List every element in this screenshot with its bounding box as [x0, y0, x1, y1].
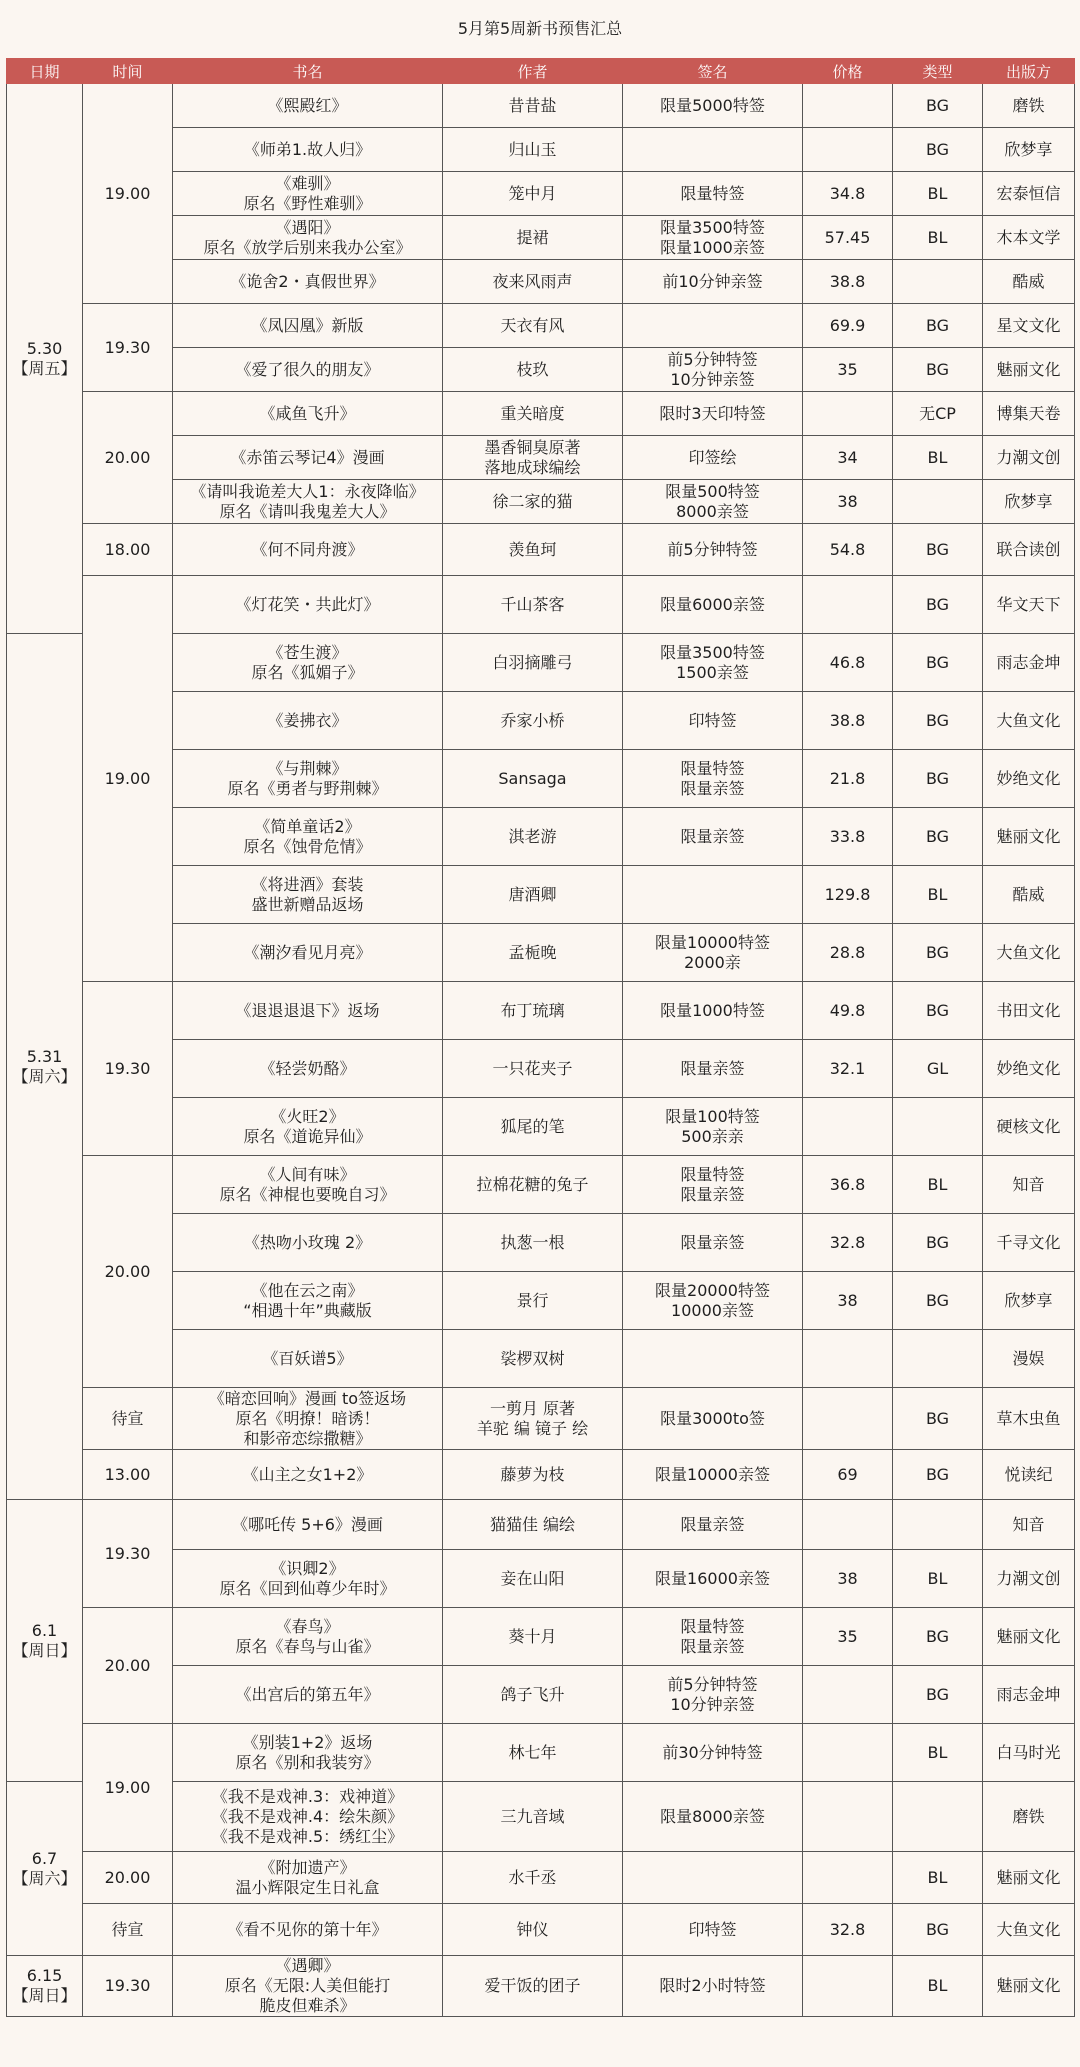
price-cell: 28.8 [803, 924, 893, 982]
price-cell [803, 1956, 893, 2017]
sign-cell: 前5分钟特签 10分钟亲签 [623, 1666, 803, 1724]
price-cell: 38 [803, 1550, 893, 1608]
price-cell: 46.8 [803, 634, 893, 692]
book-cell: 《出宫后的第五年》 [173, 1666, 443, 1724]
type-cell: BG [893, 1388, 983, 1450]
author-cell: 乔家小桥 [443, 692, 623, 750]
author-cell: 白羽摘雕弓 [443, 634, 623, 692]
sign-cell: 限量6000亲签 [623, 576, 803, 634]
publisher-cell: 知音 [983, 1500, 1075, 1550]
header-row [7, 59, 1075, 84]
time-cell: 19.00 [83, 576, 173, 982]
book-cell: 《遇卿》 原名《无限:人美但能打 脆皮但难杀》 [173, 1956, 443, 2017]
price-cell: 35 [803, 348, 893, 392]
publisher-cell: 书田文化 [983, 982, 1075, 1040]
type-cell: BG [893, 348, 983, 392]
price-cell [803, 1852, 893, 1904]
sign-cell: 限量3500特签 限量1000亲签 [623, 216, 803, 260]
book-cell: 《退退退退下》返场 [173, 982, 443, 1040]
author-cell: 妾在山阳 [443, 1550, 623, 1608]
sign-cell: 限量亲签 [623, 1214, 803, 1272]
presale-table [6, 58, 1075, 2017]
book-cell: 《火旺2》 原名《道诡异仙》 [173, 1098, 443, 1156]
book-cell: 《哪吒传 5+6》漫画 [173, 1500, 443, 1550]
type-cell: GL [893, 1040, 983, 1098]
book-cell: 《将进酒》套装 盛世新赠品返场 [173, 866, 443, 924]
sign-cell: 限量8000亲签 [623, 1782, 803, 1852]
book-cell: 《识卿2》 原名《回到仙尊少年时》 [173, 1550, 443, 1608]
book-cell: 《我不是戏神.3：戏神道》 《我不是戏神.4：绘朱颜》 《我不是戏神.5：绣红尘》 [173, 1782, 443, 1852]
book-cell: 《山主之女1+2》 [173, 1450, 443, 1500]
book-cell: 《人间有味》 原名《神棍也要晚自习》 [173, 1156, 443, 1214]
table-row [7, 1956, 1075, 2017]
author-cell: 一剪月 原著 羊驼 编 镜子 绘 [443, 1388, 623, 1450]
author-cell: 林七年 [443, 1724, 623, 1782]
type-cell: BG [893, 982, 983, 1040]
price-cell: 34.8 [803, 172, 893, 216]
author-cell: 天衣有风 [443, 304, 623, 348]
publisher-cell: 妙绝文化 [983, 1040, 1075, 1098]
type-cell: BG [893, 1214, 983, 1272]
author-cell: 钟仪 [443, 1904, 623, 1956]
sign-cell: 限量5000特签 [623, 84, 803, 128]
book-cell: 《附加遗产》 温小辉限定生日礼盒 [173, 1852, 443, 1904]
publisher-cell: 硬核文化 [983, 1098, 1075, 1156]
author-cell: 拉棉花糖的兔子 [443, 1156, 623, 1214]
sign-cell: 限量3000to签 [623, 1388, 803, 1450]
author-cell: 重关暗度 [443, 392, 623, 436]
author-cell: 孟栀晚 [443, 924, 623, 982]
type-cell: BG [893, 1272, 983, 1330]
book-cell: 《灯花笑・共此灯》 [173, 576, 443, 634]
sign-cell [623, 1330, 803, 1388]
table-row [7, 304, 1075, 348]
price-cell [803, 1782, 893, 1852]
book-cell: 《何不同舟渡》 [173, 524, 443, 576]
publisher-cell: 魅丽文化 [983, 808, 1075, 866]
table-row [7, 982, 1075, 1040]
publisher-cell: 雨志金坤 [983, 1666, 1075, 1724]
publisher-cell: 酷威 [983, 260, 1075, 304]
sign-cell: 限时3天印特签 [623, 392, 803, 436]
price-cell: 38 [803, 480, 893, 524]
header-book: 书名 [173, 59, 443, 84]
book-cell: 《难驯》 原名《野性难驯》 [173, 172, 443, 216]
sign-cell: 限时2小时特签 [623, 1956, 803, 2017]
book-cell: 《与荆棘》 原名《勇者与野荆棘》 [173, 750, 443, 808]
table-row [7, 1724, 1075, 1782]
sign-cell: 限量亲签 [623, 808, 803, 866]
type-cell: BG [893, 634, 983, 692]
publisher-cell: 魅丽文化 [983, 1852, 1075, 1904]
publisher-cell: 木本文学 [983, 216, 1075, 260]
author-cell: 夜来风雨声 [443, 260, 623, 304]
type-cell: BG [893, 692, 983, 750]
date-cell: 6.1 【周日】 [7, 1500, 83, 1782]
author-cell: 千山茶客 [443, 576, 623, 634]
type-cell: BG [893, 576, 983, 634]
type-cell: BG [893, 1608, 983, 1666]
type-cell: BL [893, 1550, 983, 1608]
publisher-cell: 星文文化 [983, 304, 1075, 348]
price-cell [803, 1724, 893, 1782]
price-cell: 49.8 [803, 982, 893, 1040]
publisher-cell: 欣梦享 [983, 1272, 1075, 1330]
header-sign: 签名 [623, 59, 803, 84]
price-cell: 35 [803, 1608, 893, 1666]
publisher-cell: 力潮文创 [983, 436, 1075, 480]
publisher-cell: 磨铁 [983, 1782, 1075, 1852]
table-row [7, 1156, 1075, 1214]
publisher-cell: 知音 [983, 1156, 1075, 1214]
time-cell: 20.00 [83, 1852, 173, 1904]
price-cell: 32.8 [803, 1214, 893, 1272]
book-cell: 《诡舍2・真假世界》 [173, 260, 443, 304]
header-time: 时间 [83, 59, 173, 84]
sign-cell [623, 1852, 803, 1904]
publisher-cell: 魅丽文化 [983, 1608, 1075, 1666]
header-price: 价格 [803, 59, 893, 84]
book-cell: 《潮汐看见月亮》 [173, 924, 443, 982]
author-cell: 淇老游 [443, 808, 623, 866]
date-cell: 6.7 【周六】 [7, 1782, 83, 1956]
publisher-cell: 力潮文创 [983, 1550, 1075, 1608]
price-cell [803, 84, 893, 128]
type-cell [893, 480, 983, 524]
publisher-cell: 华文天下 [983, 576, 1075, 634]
publisher-cell: 博集天卷 [983, 392, 1075, 436]
price-cell: 32.1 [803, 1040, 893, 1098]
price-cell: 34 [803, 436, 893, 480]
header-date: 日期 [7, 59, 83, 84]
publisher-cell: 大鱼文化 [983, 692, 1075, 750]
type-cell: BL [893, 1956, 983, 2017]
table-row [7, 1450, 1075, 1500]
book-cell: 《暗恋回响》漫画 to签返场 原名《明撩！暗诱！ 和影帝恋综撒糖》 [173, 1388, 443, 1450]
publisher-cell: 欣梦享 [983, 480, 1075, 524]
type-cell: BL [893, 1156, 983, 1214]
time-cell: 18.00 [83, 524, 173, 576]
date-cell: 5.31 【周六】 [7, 634, 83, 1500]
table-row [7, 524, 1075, 576]
type-cell: BG [893, 808, 983, 866]
type-cell: BG [893, 1666, 983, 1724]
author-cell: 布丁琉璃 [443, 982, 623, 1040]
book-cell: 《赤笛云琴记4》漫画 [173, 436, 443, 480]
book-cell: 《爱了很久的朋友》 [173, 348, 443, 392]
publisher-cell: 千寻文化 [983, 1214, 1075, 1272]
time-cell: 20.00 [83, 392, 173, 524]
publisher-cell: 魅丽文化 [983, 1956, 1075, 2017]
price-cell [803, 1500, 893, 1550]
sign-cell [623, 866, 803, 924]
type-cell: BL [893, 1852, 983, 1904]
time-cell: 19.30 [83, 1956, 173, 2017]
author-cell: 猫猫佳 编绘 [443, 1500, 623, 1550]
author-cell: 一只花夹子 [443, 1040, 623, 1098]
sign-cell: 限量500特签 8000亲签 [623, 480, 803, 524]
price-cell: 32.8 [803, 1904, 893, 1956]
sign-cell: 限量特签 [623, 172, 803, 216]
book-cell: 《春鸟》 原名《春鸟与山雀》 [173, 1608, 443, 1666]
time-cell: 待宣 [83, 1904, 173, 1956]
time-cell: 19.00 [83, 1724, 173, 1852]
author-cell: 爱干饭的团子 [443, 1956, 623, 2017]
header-publisher: 出版方 [983, 59, 1075, 84]
publisher-cell: 悦读纪 [983, 1450, 1075, 1500]
author-cell: 鸽子飞升 [443, 1666, 623, 1724]
book-cell: 《请叫我诡差大人1：永夜降临》 原名《请叫我鬼差大人》 [173, 480, 443, 524]
price-cell: 69.9 [803, 304, 893, 348]
time-cell: 19.30 [83, 304, 173, 392]
price-cell: 57.45 [803, 216, 893, 260]
price-cell: 38.8 [803, 260, 893, 304]
sign-cell: 限量亲签 [623, 1500, 803, 1550]
price-cell [803, 1388, 893, 1450]
publisher-cell: 雨志金坤 [983, 634, 1075, 692]
sign-cell [623, 304, 803, 348]
book-cell: 《凤囚凰》新版 [173, 304, 443, 348]
book-cell: 《苍生渡》 原名《狐媚子》 [173, 634, 443, 692]
header-type: 类型 [893, 59, 983, 84]
type-cell [893, 1098, 983, 1156]
time-cell: 20.00 [83, 1608, 173, 1724]
price-cell: 36.8 [803, 1156, 893, 1214]
price-cell: 38.8 [803, 692, 893, 750]
author-cell: 徐二家的猫 [443, 480, 623, 524]
publisher-cell: 魅丽文化 [983, 348, 1075, 392]
table-row [7, 576, 1075, 634]
publisher-cell: 白马时光 [983, 1724, 1075, 1782]
sign-cell: 限量亲签 [623, 1040, 803, 1098]
publisher-cell: 宏泰恒信 [983, 172, 1075, 216]
type-cell: BL [893, 216, 983, 260]
publisher-cell: 欣梦享 [983, 128, 1075, 172]
book-cell: 《姜拂衣》 [173, 692, 443, 750]
sign-cell: 限量20000特签 10000亲签 [623, 1272, 803, 1330]
type-cell [893, 1782, 983, 1852]
price-cell: 38 [803, 1272, 893, 1330]
table-row [7, 1608, 1075, 1666]
book-cell: 《热吻小玫瑰 2》 [173, 1214, 443, 1272]
type-cell: BG [893, 128, 983, 172]
sign-cell: 限量特签 限量亲签 [623, 1156, 803, 1214]
type-cell: BG [893, 1904, 983, 1956]
sign-cell: 前30分钟特签 [623, 1724, 803, 1782]
time-cell: 19.30 [83, 982, 173, 1156]
table-row [7, 392, 1075, 436]
sign-cell [623, 128, 803, 172]
price-cell: 21.8 [803, 750, 893, 808]
sign-cell: 印特签 [623, 1904, 803, 1956]
author-cell: 藤萝为枝 [443, 1450, 623, 1500]
table-row [7, 1904, 1075, 1956]
time-cell: 20.00 [83, 1156, 173, 1388]
price-cell [803, 392, 893, 436]
book-cell: 《别装1+2》返场 原名《别和我装穷》 [173, 1724, 443, 1782]
author-cell: 裟椤双树 [443, 1330, 623, 1388]
type-cell: BL [893, 436, 983, 480]
book-cell: 《简单童话2》 原名《蚀骨危情》 [173, 808, 443, 866]
table-body [7, 84, 1075, 2017]
sign-cell: 前10分钟亲签 [623, 260, 803, 304]
sign-cell: 印特签 [623, 692, 803, 750]
time-cell: 待宣 [83, 1388, 173, 1450]
sign-cell: 限量100特签 500亲亲 [623, 1098, 803, 1156]
type-cell [893, 260, 983, 304]
sign-cell: 限量16000亲签 [623, 1550, 803, 1608]
type-cell: BL [893, 1724, 983, 1782]
sign-cell: 限量10000特签 2000亲 [623, 924, 803, 982]
type-cell: BG [893, 924, 983, 982]
price-cell: 69 [803, 1450, 893, 1500]
book-cell: 《遇阳》 原名《放学后别来我办公室》 [173, 216, 443, 260]
time-cell: 19.30 [83, 1500, 173, 1608]
book-cell: 《轻尝奶酪》 [173, 1040, 443, 1098]
price-cell: 33.8 [803, 808, 893, 866]
author-cell: 提裙 [443, 216, 623, 260]
sign-cell: 限量特签 限量亲签 [623, 750, 803, 808]
publisher-cell: 联合读创 [983, 524, 1075, 576]
author-cell: 笼中月 [443, 172, 623, 216]
price-cell: 129.8 [803, 866, 893, 924]
type-cell: BL [893, 866, 983, 924]
table-row [7, 1388, 1075, 1450]
type-cell: BG [893, 750, 983, 808]
table-row [7, 84, 1075, 128]
publisher-cell: 酷威 [983, 866, 1075, 924]
publisher-cell: 妙绝文化 [983, 750, 1075, 808]
price-cell: 54.8 [803, 524, 893, 576]
type-cell: BG [893, 524, 983, 576]
author-cell: 狐尾的笔 [443, 1098, 623, 1156]
price-cell [803, 1666, 893, 1724]
header-author: 作者 [443, 59, 623, 84]
publisher-cell: 大鱼文化 [983, 924, 1075, 982]
sign-cell: 限量1000特签 [623, 982, 803, 1040]
sign-cell: 限量3500特签 1500亲签 [623, 634, 803, 692]
type-cell: BG [893, 304, 983, 348]
table-row [7, 1500, 1075, 1550]
date-cell: 6.15 【周日】 [7, 1956, 83, 2017]
publisher-cell: 大鱼文化 [983, 1904, 1075, 1956]
price-cell [803, 576, 893, 634]
type-cell: BL [893, 172, 983, 216]
type-cell [893, 1330, 983, 1388]
price-cell [803, 1330, 893, 1388]
sign-cell: 前5分钟特签 10分钟亲签 [623, 348, 803, 392]
publisher-cell: 草木虫鱼 [983, 1388, 1075, 1450]
time-cell: 19.00 [83, 84, 173, 304]
book-cell: 《熙殿红》 [173, 84, 443, 128]
publisher-cell: 磨铁 [983, 84, 1075, 128]
book-cell: 《咸鱼飞升》 [173, 392, 443, 436]
author-cell: Sansaga [443, 750, 623, 808]
publisher-cell: 漫娱 [983, 1330, 1075, 1388]
author-cell: 羡鱼珂 [443, 524, 623, 576]
sign-cell: 前5分钟特签 [623, 524, 803, 576]
author-cell: 执葱一根 [443, 1214, 623, 1272]
author-cell: 枝玖 [443, 348, 623, 392]
author-cell: 葵十月 [443, 1608, 623, 1666]
book-cell: 《他在云之南》 “相遇十年”典藏版 [173, 1272, 443, 1330]
type-cell [893, 1500, 983, 1550]
book-cell: 《看不见你的第十年》 [173, 1904, 443, 1956]
sign-cell: 印签绘 [623, 436, 803, 480]
author-cell: 墨香铜臭原著 落地成球编绘 [443, 436, 623, 480]
table-row [7, 1852, 1075, 1904]
book-cell: 《百妖谱5》 [173, 1330, 443, 1388]
author-cell: 昔昔盐 [443, 84, 623, 128]
type-cell: BG [893, 84, 983, 128]
author-cell: 水千丞 [443, 1852, 623, 1904]
price-cell [803, 1098, 893, 1156]
author-cell: 唐酒卿 [443, 866, 623, 924]
author-cell: 归山玉 [443, 128, 623, 172]
sign-cell: 限量特签 限量亲签 [623, 1608, 803, 1666]
book-cell: 《师弟1.故人归》 [173, 128, 443, 172]
type-cell: BG [893, 1450, 983, 1500]
price-cell [803, 128, 893, 172]
sign-cell: 限量10000亲签 [623, 1450, 803, 1500]
time-cell: 13.00 [83, 1450, 173, 1500]
page-title: 5月第5周新书预售汇总 [457, 19, 623, 38]
author-cell: 景行 [443, 1272, 623, 1330]
date-cell: 5.30 【周五】 [7, 84, 83, 634]
author-cell: 三九音域 [443, 1782, 623, 1852]
type-cell: 无CP [893, 392, 983, 436]
